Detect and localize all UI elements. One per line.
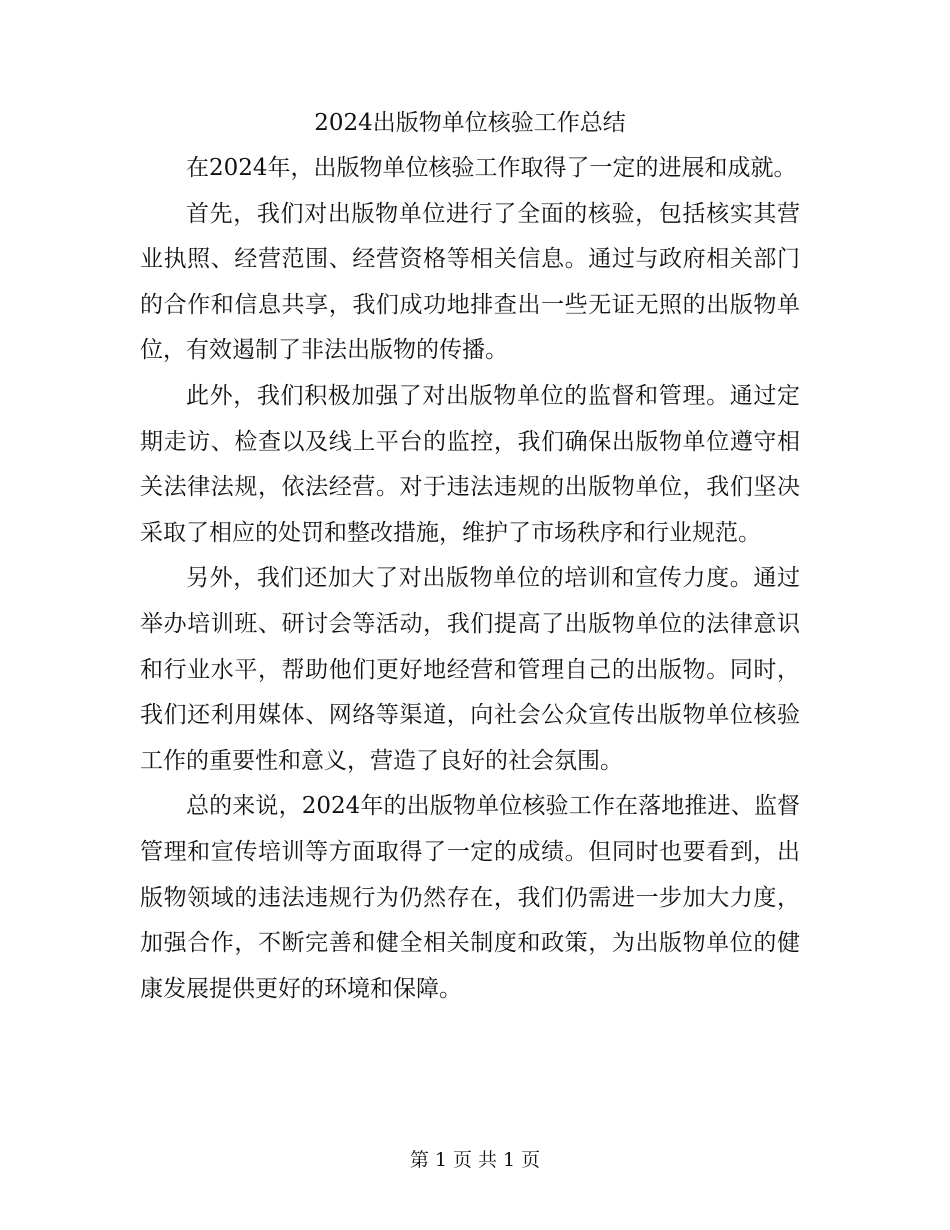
paragraph-verification: 首先，我们对出版物单位进行了全面的核验，包括核实其营业执照、经营范围、经营资格等相关信息。通过与政府相关部门的合作和信息共享，我们成功地排查出一些无证无照的出版物单位，有效遏制了非法出版物的传播。 — [140, 200, 800, 364]
document-title: 2024出版物单位核验工作总结 — [314, 110, 626, 136]
document-body — [140, 102, 800, 1012]
paragraph-supervision: 此外，我们积极加强了对出版物单位的监督和管理。通过定期走访、检查以及线上平台的监控，我们确保出版物单位遵守相关法律法规，依法经营。对于违法违规的出版物单位，我们坚决采取了相应的处罚和整改措施，维护了市场秩序和行业规范。 — [140, 382, 800, 546]
paragraph-training: 另外，我们还加大了对出版物单位的培训和宣传力度。通过举办培训班、研讨会等活动，我们提高了出版物单位的法律意识和行业水平，帮助他们更好地经营和管理自己的出版物。同时，我们还利用媒体、网络等渠道，向社会公众宣传出版物单位核验工作的重要性和意义，营造了良好的社会氛围。 — [140, 565, 800, 774]
paragraph-conclusion: 总的来说，2024年的出版物单位核验工作在落地推进、监督管理和宣传培训等方面取得了一定的成绩。但同时也要看到，出版物领域的违法违规行为仍然存在，我们仍需进一步加大力度，加强合作，不断完善和健全相关制度和政策，为出版物单位的健康发展提供更好的环境和保障。 — [140, 793, 800, 1002]
page-number-footer: 第 1 页 共 1 页 — [409, 1149, 541, 1171]
paragraph-intro: 在2024年，出版物单位核验工作取得了一定的进展和成就。 — [186, 155, 797, 181]
